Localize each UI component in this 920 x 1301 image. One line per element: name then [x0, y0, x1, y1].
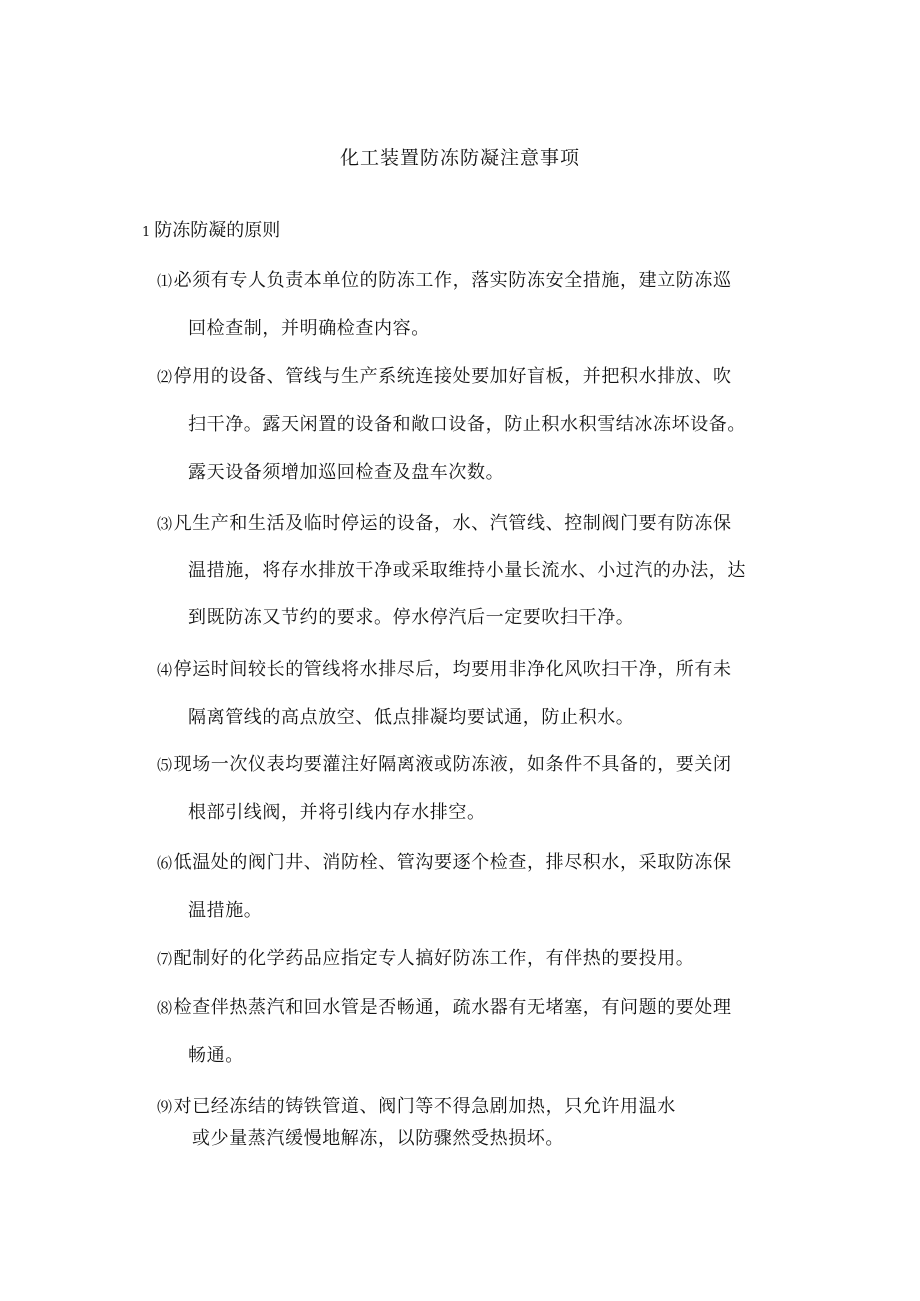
item-text: 检查伴热蒸汽和回水管是否畅通，疏水器有无堵塞，有问题的要处理 [173, 997, 732, 1018]
item-marker: ⑼ [157, 1098, 173, 1116]
item-text: 配制好的化学药品应指定专人搞好防冻工作，有伴热的要投用。 [173, 948, 695, 969]
list-item-line: 扫干净。露天闲置的设备和敞口设备，防止积水积雪结冰冻坏设备。 [188, 414, 746, 435]
item-text: 凡生产和生活及临时停运的设备，水、汽管线、控制阀门要有防冻保 [173, 513, 732, 534]
list-item-line: 隔离管线的高点放空、低点排凝均要试通，防止积水。 [188, 707, 635, 728]
list-item-line [157, 509, 732, 535]
item-text: 低温处的阀门井、消防栓、管沟要逐个检查，排尽积水，采取防冻保 [173, 852, 732, 873]
list-item-line [157, 944, 694, 970]
list-item-line: 到既防冻又节约的要求。停水停汽后一定要吹扫干净。 [188, 607, 635, 628]
list-item-line [157, 266, 732, 292]
list-item-line: 根部引线阀，并将引线内存水排空。 [188, 802, 486, 823]
list-item-line [157, 848, 732, 874]
list-item-line [157, 1092, 676, 1118]
item-marker: ⑵ [157, 368, 173, 386]
item-marker: ⑹ [157, 854, 173, 872]
list-item-line [157, 362, 732, 388]
item-text: 停运时间较长的管线将水排尽后，均要用非净化风吹扫干净，所有未 [173, 659, 732, 680]
section-heading-text: 防冻防凝的原则 [154, 220, 281, 241]
item-text: 现场一次仪表均要灌注好隔离液或防冻液，如条件不具备的，要关闭 [173, 754, 732, 775]
item-marker: ⑴ [157, 272, 173, 290]
list-item-line: 露天设备须增加巡回检查及盘车次数。 [188, 462, 505, 483]
item-marker: ⑸ [157, 756, 173, 774]
list-item-line [157, 750, 732, 776]
list-item-line: 温措施，将存水排放干净或采取维持小量长流水、小过汽的办法，达 [188, 560, 746, 581]
list-item-line: 或少量蒸汽缓慢地解冻，以防骤然受热损坏。 [192, 1128, 564, 1149]
item-marker: ⑺ [157, 950, 173, 968]
list-item-line: 回检查制，并明确检查内容。 [188, 318, 430, 339]
list-item-line: 畅通。 [188, 1045, 244, 1066]
item-marker: ⑻ [157, 999, 173, 1017]
section-heading [142, 216, 280, 242]
item-marker: ⑷ [157, 661, 173, 679]
section-number: 1 [142, 225, 151, 240]
item-text: 必须有专人负责本单位的防冻工作，落实防冻安全措施，建立防冻巡 [173, 270, 732, 291]
item-text: 对已经冻结的铸铁管道、阀门等不得急剧加热，只允许用温水 [173, 1096, 676, 1117]
item-marker: ⑶ [157, 515, 173, 533]
list-item-line [157, 655, 732, 681]
list-item-line [157, 993, 732, 1019]
item-text: 停用的设备、管线与生产系统连接处要加好盲板，并把积水排放、吹 [173, 366, 732, 387]
list-item-line: 温措施。 [188, 900, 263, 921]
page-title: 化工装置防冻防凝注意事项 [339, 147, 580, 169]
